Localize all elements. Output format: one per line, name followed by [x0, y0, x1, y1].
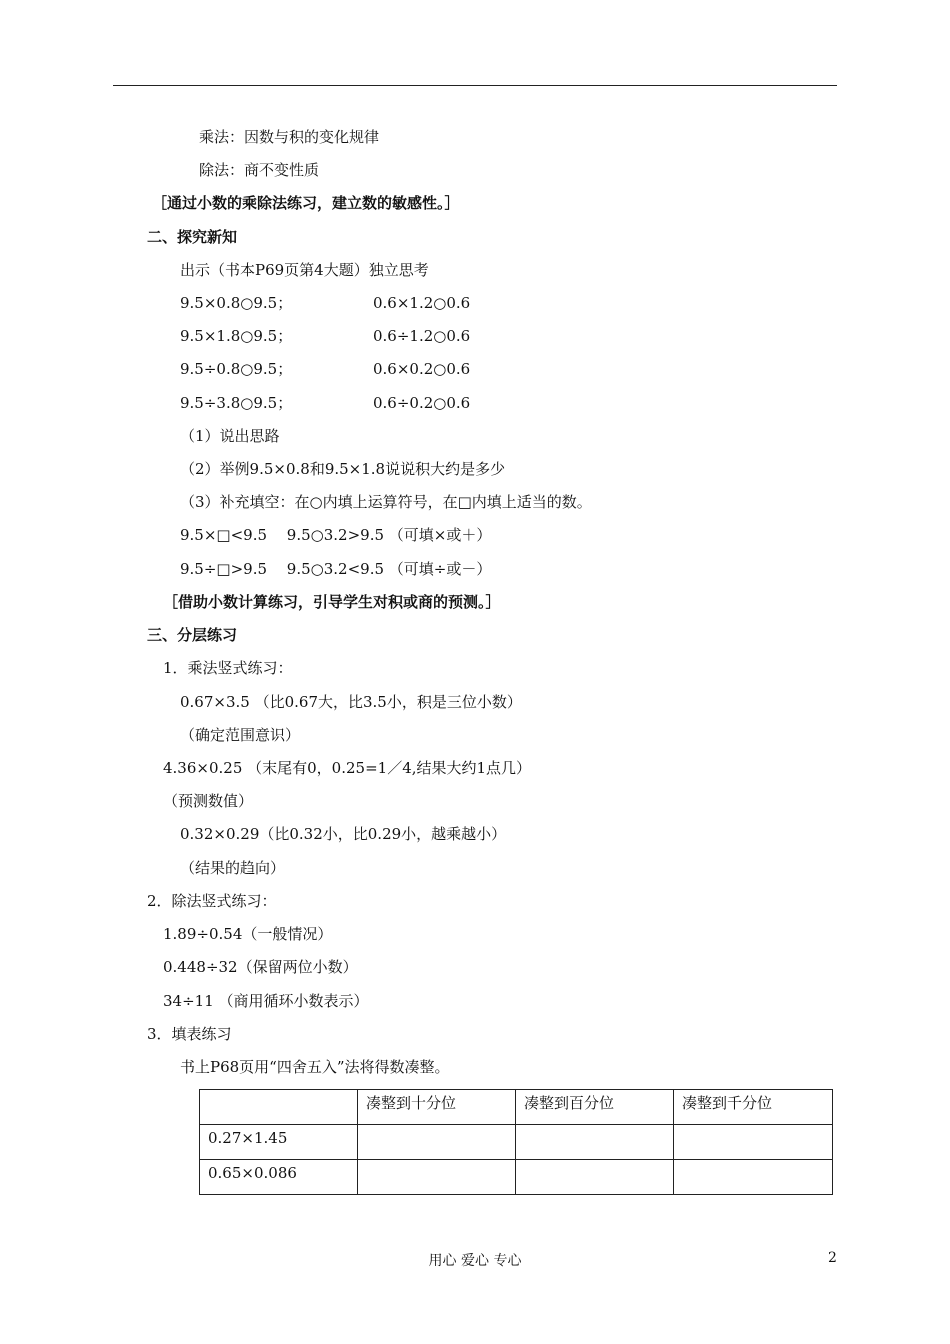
table-cell	[674, 1160, 833, 1195]
section-heading: 三、分层练习	[147, 626, 238, 644]
annotation-note: ［通过小数的乘除法练习，建立数的敏感性。］	[152, 194, 460, 212]
annotation-note: ［借助小数计算练习，引导学生对积或商的预测。］	[163, 593, 501, 611]
table-row	[200, 1160, 833, 1195]
exercise-right: 0.6×1.2○0.6	[373, 294, 471, 312]
text-line: （结果的趋向）	[180, 859, 286, 877]
table-cell: 0.65×0.086	[200, 1160, 358, 1195]
table-cell: 0.27×1.45	[200, 1125, 358, 1160]
text-line: 3．填表练习	[147, 1025, 232, 1043]
exercise-left: 9.5×0.8○9.5；	[180, 294, 293, 312]
exercise-left: 9.5÷3.8○9.5；	[180, 394, 293, 412]
text-line: 4.36×0.25 （末尾有0，0.25=1／4,结果大约1点几）	[163, 759, 532, 777]
text-line: （2）举例9.5×0.8和9.5×1.8说说积大约是多少	[180, 460, 506, 478]
text-line: 出示（书本P69页第4大题）独立思考	[180, 261, 429, 279]
exercise-left: 9.5×1.8○9.5；	[180, 327, 293, 345]
exercise-left: 9.5÷0.8○9.5；	[180, 360, 293, 378]
table-cell	[516, 1125, 674, 1160]
table-header-cell: 凑整到千分位	[674, 1090, 833, 1125]
text-line: 2．除法竖式练习：	[147, 892, 277, 910]
header-rule	[113, 85, 837, 86]
text-line: 0.67×3.5 （比0.67大，比3.5小，积是三位小数）	[180, 693, 522, 711]
table-header-row	[200, 1090, 833, 1125]
table-header-cell	[200, 1090, 358, 1125]
section-heading: 二、探究新知	[147, 228, 238, 246]
table-cell	[674, 1125, 833, 1160]
exercise-right: 0.6÷1.2○0.6	[373, 327, 471, 345]
text-line: 9.5×□<9.5 9.5○3.2>9.5 （可填×或＋）	[180, 526, 492, 544]
text-line: 9.5÷□>9.5 9.5○3.2<9.5 （可填÷或－）	[180, 560, 492, 578]
table-row	[200, 1125, 833, 1160]
text-line: 34÷11 （商用循环小数表示）	[163, 992, 369, 1010]
exercise-right: 0.6×0.2○0.6	[373, 360, 471, 378]
page-number: 2	[828, 1250, 837, 1266]
text-line: 除法：商不变性质	[199, 161, 320, 179]
text-line: （1）说出思路	[180, 427, 280, 445]
text-line: 0.32×0.29（比0.32小，比0.29小，越乘越小）	[180, 825, 507, 843]
footer-motto: 用心 爱心 专心	[428, 1253, 522, 1269]
text-line: （确定范围意识）	[180, 726, 301, 744]
table-cell	[516, 1160, 674, 1195]
text-line: 书上P68页用“四舍五入”法将得数凑整。	[180, 1058, 450, 1076]
text-line: （3）补充填空：在○内填上运算符号，在□内填上适当的数。	[180, 493, 592, 511]
text-line: 1．乘法竖式练习：	[163, 659, 293, 677]
table-cell	[358, 1125, 516, 1160]
text-line: 0.448÷32（保留两位小数）	[163, 958, 358, 976]
rounding-table	[199, 1089, 833, 1195]
table-cell	[358, 1160, 516, 1195]
text-line: 乘法：因数与积的变化规律	[199, 128, 380, 146]
table-header-cell: 凑整到十分位	[358, 1090, 516, 1125]
table-header-cell: 凑整到百分位	[516, 1090, 674, 1125]
text-line: 1.89÷0.54（一般情况）	[163, 925, 333, 943]
text-line: （预测数值）	[163, 792, 254, 810]
exercise-right: 0.6÷0.2○0.6	[373, 394, 471, 412]
